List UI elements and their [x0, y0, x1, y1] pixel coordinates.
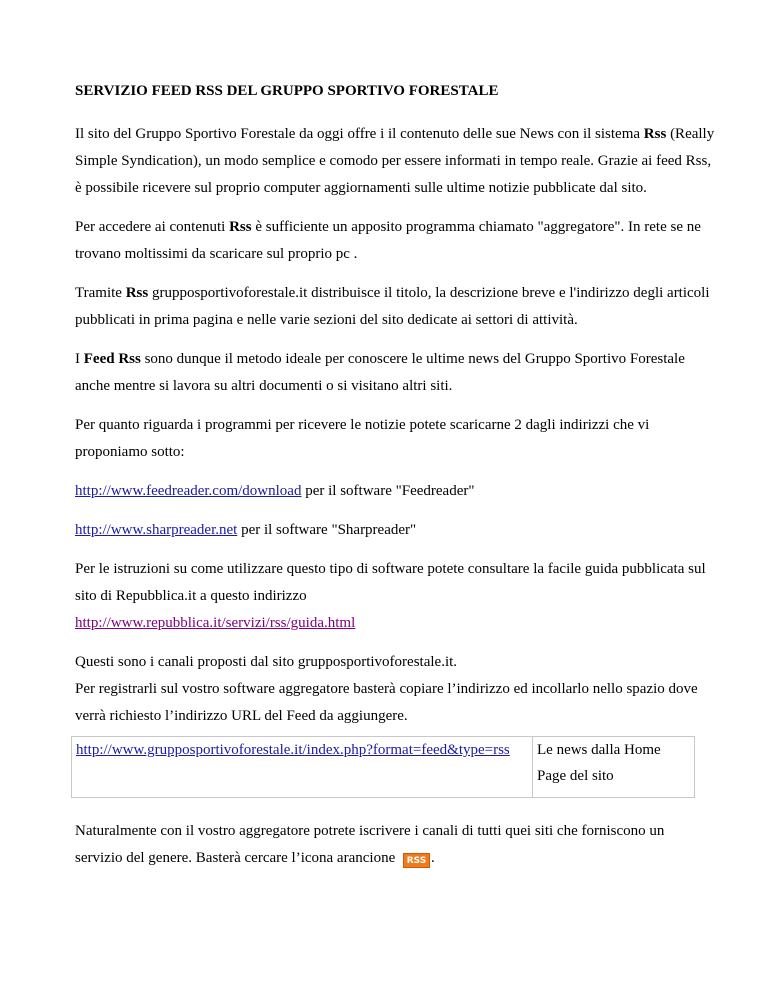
- aggregator-text-a: Per accedere ai contenuti: [75, 219, 230, 235]
- aggregator-rss-bold: Rss: [229, 219, 252, 235]
- feedreader-link[interactable]: http://www.feedreader.com/download: [75, 483, 302, 499]
- page-title: SERVIZIO FEED RSS DEL GRUPPO SPORTIVO FORESTALE: [75, 83, 499, 99]
- intro-rss-bold: Rss: [643, 126, 667, 142]
- table-row: [72, 737, 695, 798]
- closing-text-c: .: [430, 850, 435, 866]
- aggregator-text-c: è sufficiente un apposito programma chiamato "aggregatore". In rete se ne trovano moltissimi da scaricare sul proprio pc .: [75, 219, 701, 262]
- channels-line1: Questi sono i canali proposti dal sito grupposportivoforestale.it.: [75, 654, 458, 670]
- repubblica-guide-link[interactable]: http://www.repubblica.it/servizi/rss/guida.html: [75, 615, 356, 631]
- distribution-text-a: Tramite: [75, 285, 126, 301]
- paragraph-guide: [75, 556, 715, 637]
- paragraph-feed-rss: [75, 346, 715, 400]
- paragraph-feedreader: [75, 478, 715, 505]
- paragraph-channels: [75, 649, 715, 730]
- feed-rss-bold: Feed Rss: [83, 351, 141, 367]
- feeds-table: [71, 736, 695, 798]
- paragraph-closing: [75, 818, 715, 872]
- sharpreader-link[interactable]: http://www.sharpreader.net: [75, 522, 238, 538]
- distribution-text-c: grupposportivoforestale.it distribuisce il titolo, la descrizione breve e l'indirizzo degli articoli pubblicati in prima pagina e nelle varie sezioni del sito dedicate ai settori di attività.: [75, 285, 710, 328]
- closing-text-a: Naturalmente con il vostro aggregatore potrete iscrivere i canali di tutti quei siti che forniscono un servizio del genere. Basterà cercare l’icona arancione: [75, 823, 665, 866]
- sharpreader-text: per il software "Sharpreader": [237, 522, 417, 538]
- feed-url-link[interactable]: http://www.grupposportivoforestale.it/index.php?format=feed&type=rss: [76, 742, 510, 758]
- feed-text-c: sono dunque il metodo ideale per conoscere le ultime news del Gruppo Sportivo Forestale anche mentre si lavora su altri documenti o si visitano altri siti.: [75, 351, 685, 394]
- paragraph-programs: Per quanto riguarda i programmi per ricevere le notizie potete scaricarne 2 dagli indirizzi che vi proponiamo sotto:: [75, 417, 650, 460]
- feed-url-cell: [72, 737, 533, 798]
- paragraph-aggregator: [75, 214, 715, 268]
- intro-text-c: (Really Simple Syndication), un modo semplice e comodo per essere informati in tempo reale. Grazie ai feed Rss, è possibile ricevere sul proprio computer aggiornamenti sulle ultime notizie pubblicate dal sito.: [75, 126, 715, 196]
- paragraph-sharpreader: [75, 517, 715, 544]
- paragraph-distribution: [75, 280, 715, 334]
- document-page: [75, 78, 715, 884]
- feed-text-a: I: [75, 351, 84, 367]
- guide-text: Per le istruzioni su come utilizzare questo tipo di software potete consultare la facile guida pubblicata sul sito di Repubblica.it a questo indirizzo: [75, 561, 706, 604]
- intro-text-a: Il sito del Gruppo Sportivo Forestale da oggi offre i il contenuto delle sue News con il sistema: [75, 126, 644, 142]
- channels-line2: Per registrarli sul vostro software aggregatore basterà copiare l’indirizzo ed incollarlo nello spazio dove verrà richiesto l’indirizzo URL del Feed da aggiungere.: [75, 681, 698, 724]
- rss-icon: RSS: [403, 853, 430, 868]
- distribution-rss-bold: Rss: [125, 285, 149, 301]
- feed-desc-cell: Le news dalla Home Page del sito: [533, 737, 695, 798]
- feedreader-text: per il software "Feedreader": [301, 483, 475, 499]
- paragraph-intro: [75, 121, 715, 202]
